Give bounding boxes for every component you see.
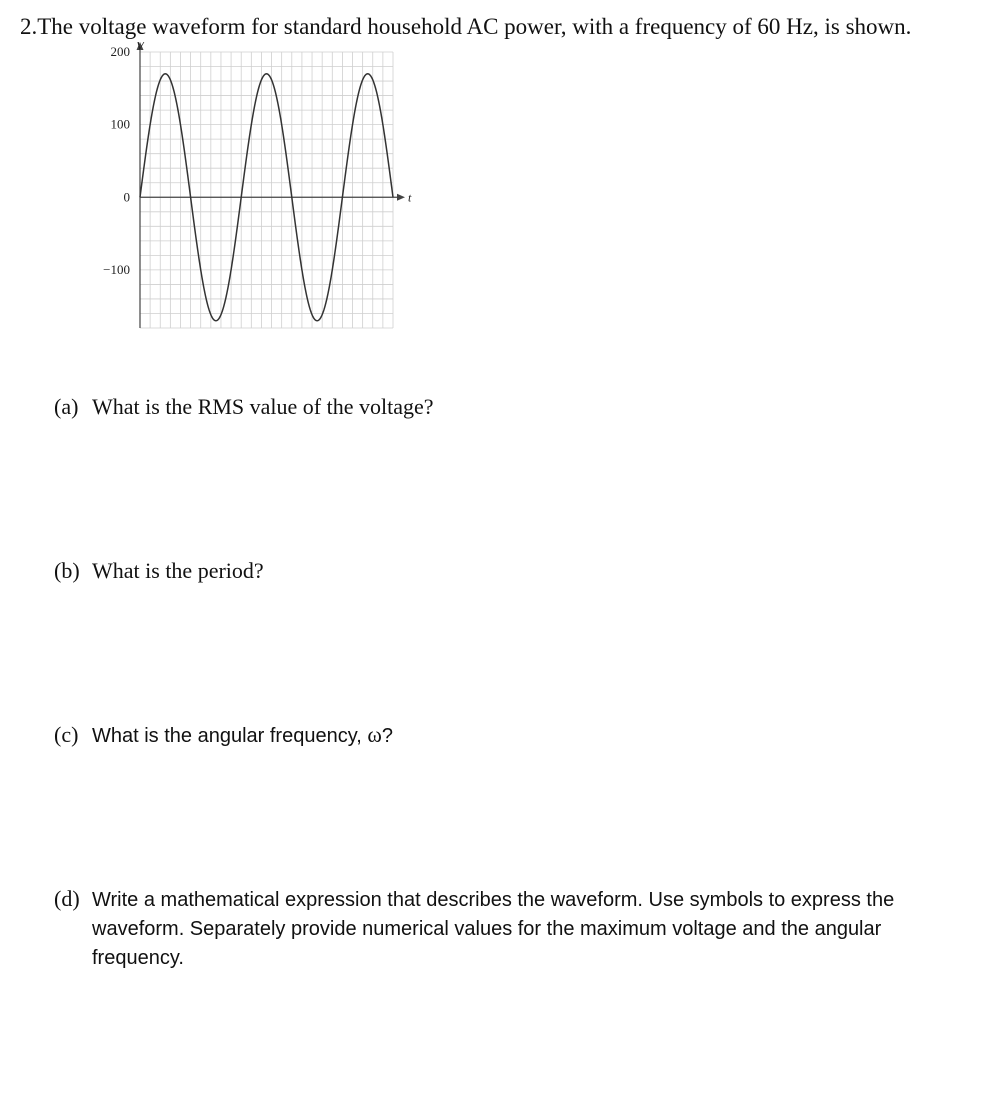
question-c — [54, 722, 393, 748]
question-a-label: (a) — [54, 394, 79, 419]
y-axis-label: V — [136, 42, 144, 53]
chart-grid — [140, 52, 393, 328]
question-b-text: What is the period? — [92, 558, 264, 583]
question-a — [54, 394, 434, 420]
question-d-label: (d) — [54, 886, 80, 911]
y-tick-label: 200 — [110, 44, 130, 59]
chart-svg — [88, 42, 428, 342]
y-tick-label: −100 — [103, 261, 130, 277]
chart-tick-labels — [103, 44, 130, 277]
question-c-text: What is the angular frequency, — [92, 725, 368, 747]
question-c-omega-symbol: ω — [367, 722, 382, 747]
question-c-label: (c) — [54, 722, 79, 747]
y-tick-label: 100 — [110, 116, 130, 132]
question-c-tail: ? — [381, 725, 393, 747]
question-b-label: (b) — [54, 558, 80, 583]
question-b — [54, 558, 264, 584]
y-tick-label: 0 — [123, 189, 130, 205]
voltage-waveform-chart — [88, 42, 428, 342]
x-axis-arrow-icon — [397, 194, 405, 201]
question-d — [54, 886, 974, 973]
problem-title: 2.The voltage waveform for standard household AC power, with a frequency of 60 Hz, is shown. — [20, 14, 912, 39]
question-a-text: What is the RMS value of the voltage? — [92, 394, 434, 419]
question-d-text: Write a mathematical expression that describes the waveform. Use symbols to express the waveform. Separately provide numerical values for the maximum voltage and the angular frequency. — [92, 889, 895, 969]
x-axis-label: t — [408, 190, 412, 205]
